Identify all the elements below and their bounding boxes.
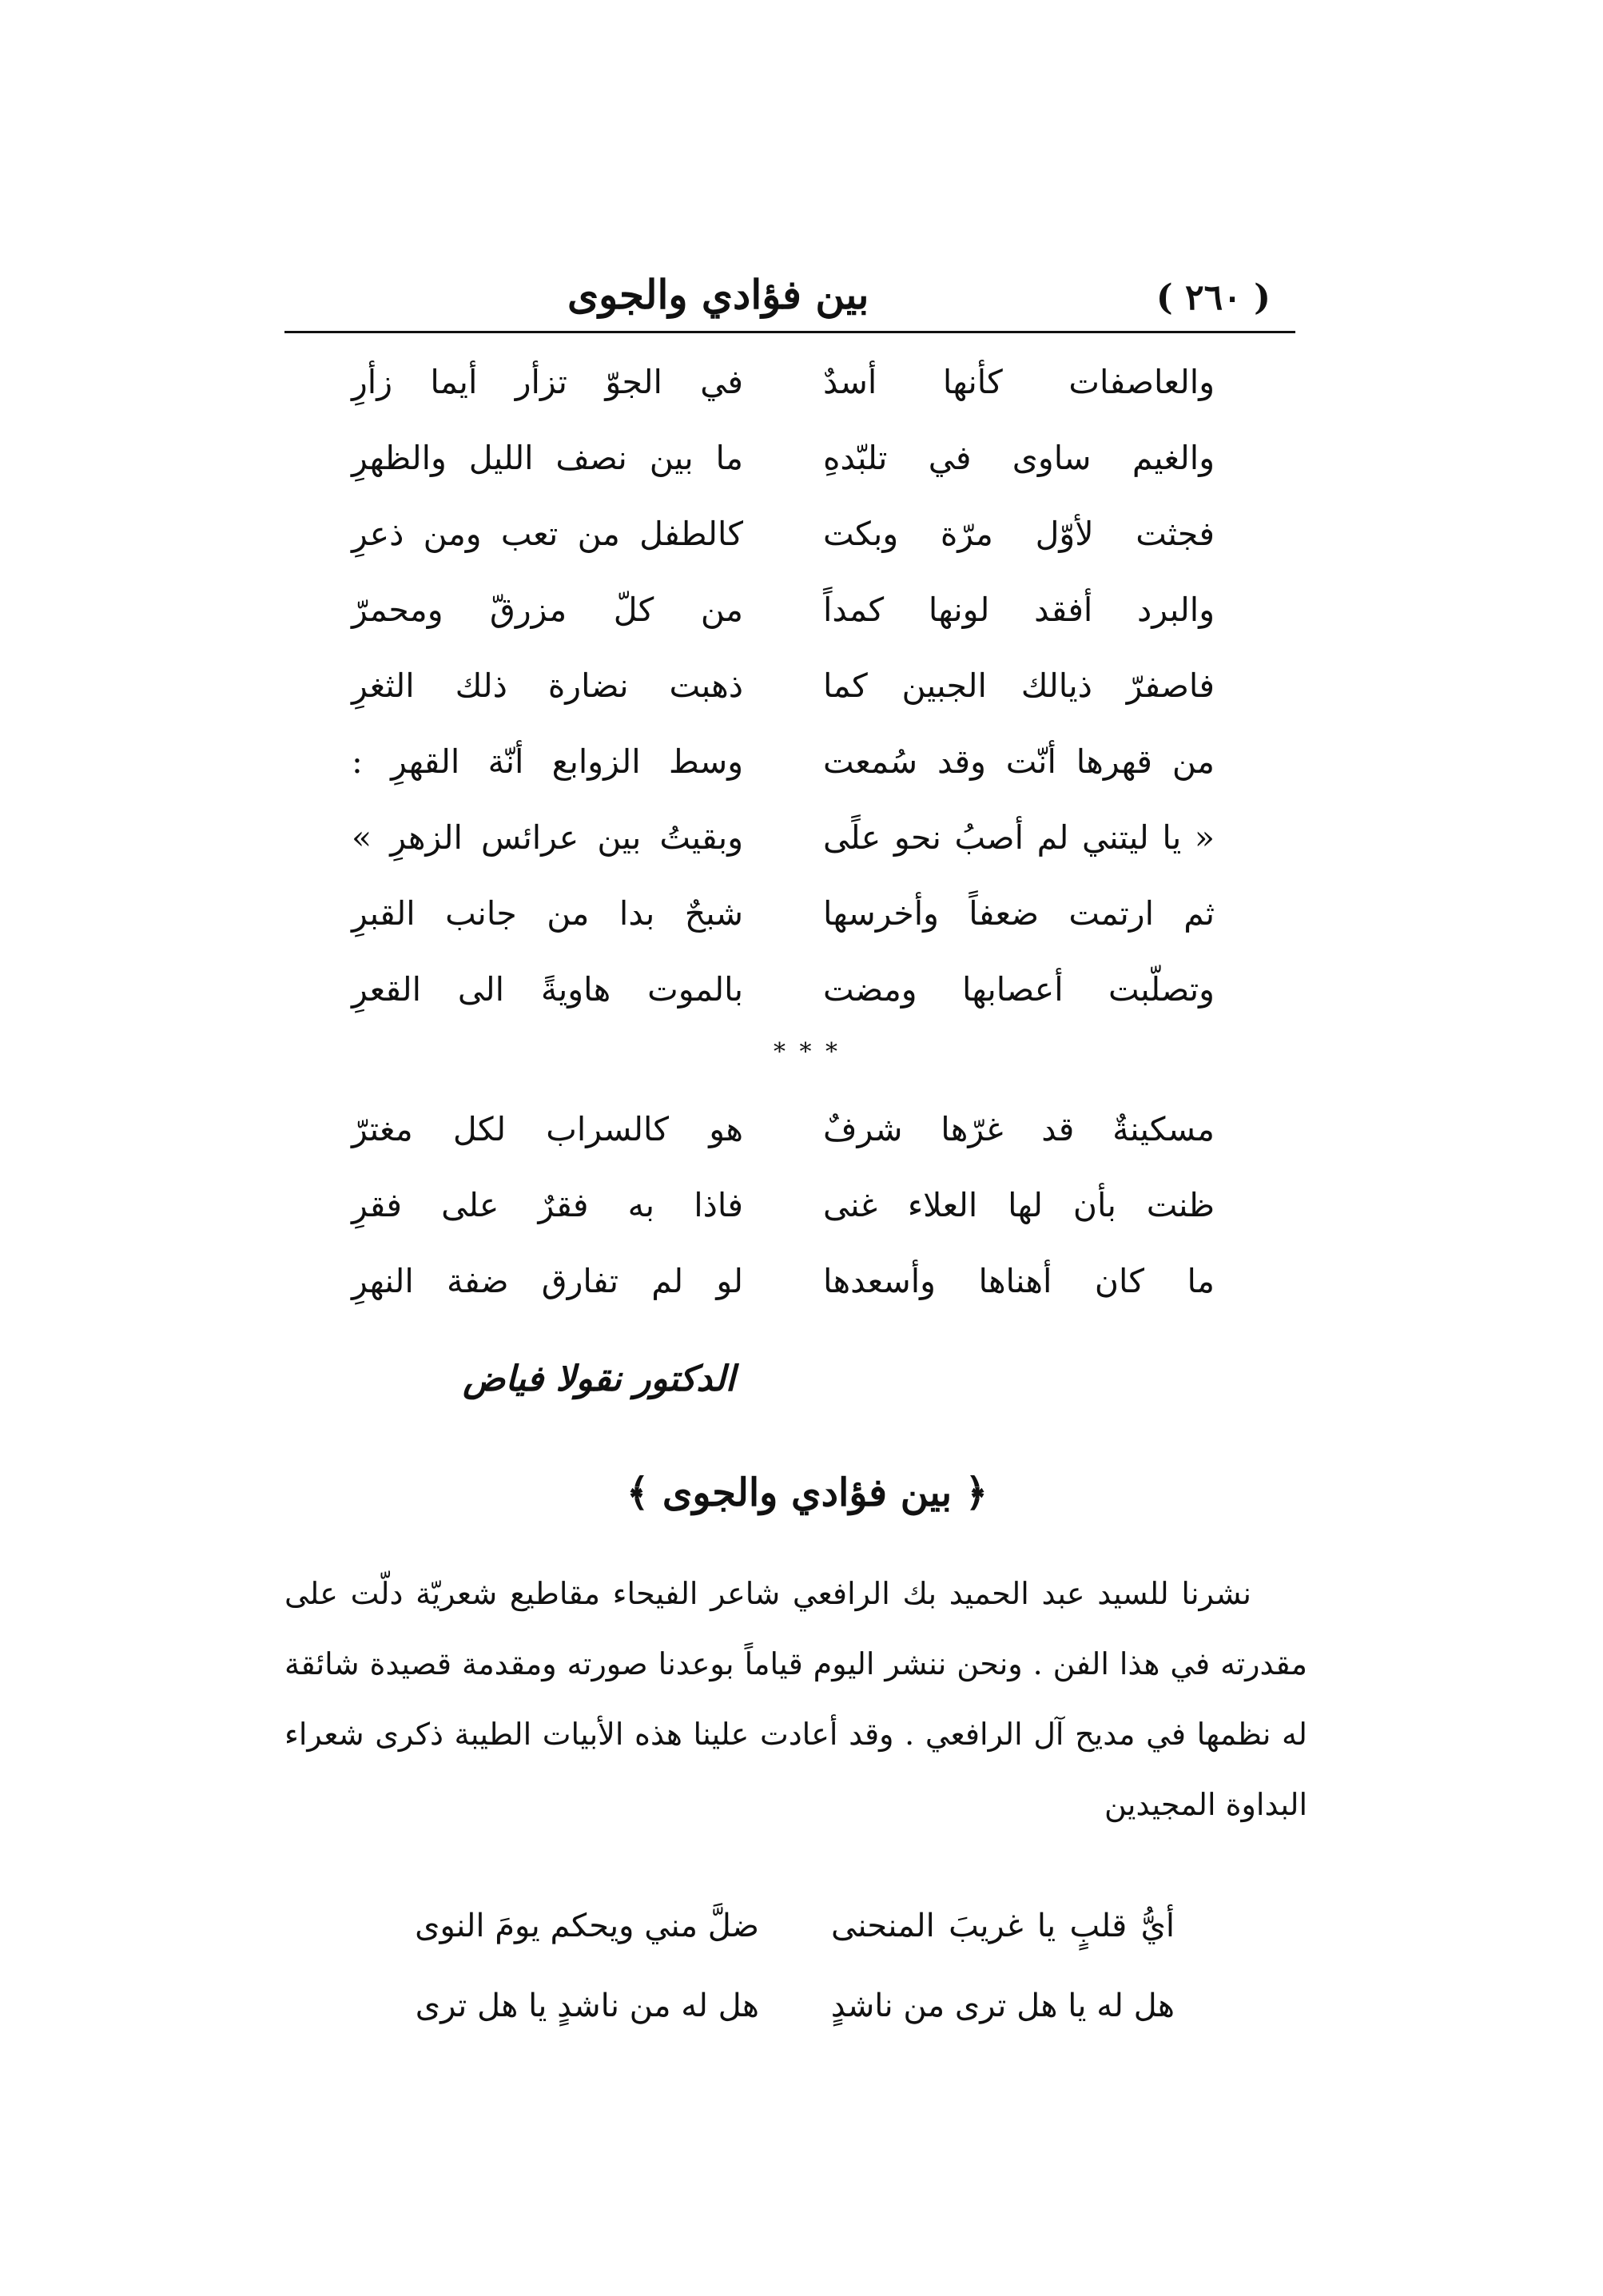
verse-second-hemistich: من كلّ مزرقّ ومحمرّ: [352, 590, 743, 629]
verse-first-hemistich: مسكينةٌ قد غرّها شرفٌ: [823, 1109, 1215, 1148]
verse-line: [352, 723, 1215, 799]
page-number: ( ٢٦٠ ): [1156, 277, 1271, 318]
verse-first-hemistich: والعاصفات كأنها أسدٌ: [823, 362, 1215, 401]
verse-first-hemistich: أيُّ قلبٍ يا غريبَ المنحنى: [831, 1908, 1175, 1944]
verse-first-hemistich: وتصلّبت أعصابها ومضت: [823, 969, 1215, 1009]
section-ornament: * * *: [773, 1038, 841, 1066]
verse-second-hemistich: ما بين نصف الليل والظهرِ: [352, 438, 743, 477]
verse-second-hemistich: هل له من ناشدٍ يا هل ترى: [415, 1988, 759, 2024]
closing-verses: [416, 1886, 1175, 2046]
verse-first-hemistich: والغيم ساوى في تلبّدهِ: [823, 438, 1215, 477]
verse-second-hemistich: في الجوّ تزأر أيما زأرِ: [352, 362, 743, 401]
verse-first-hemistich: فجثت لأوّل مرّة وبكت: [823, 514, 1215, 553]
verse-line: [416, 1966, 1175, 2046]
verse-second-hemistich: ضلَّ مني ويحكم يومَ النوى: [415, 1908, 759, 1944]
verse-line: [352, 647, 1215, 723]
author-signature: الدكتور نقولا فياض: [463, 1359, 735, 1399]
verse-second-hemistich: وسط الزوابع أنّة القهرِ :: [352, 742, 743, 781]
verse-line: [352, 1091, 1215, 1167]
verse-second-hemistich: شبحٌ بدا من جانب القبرِ: [352, 893, 743, 933]
verse-first-hemistich: ما كان أهناها وأسعدها: [823, 1261, 1215, 1300]
verse-line: [416, 1886, 1175, 1966]
verse-first-hemistich: هل له يا هل ترى من ناشدٍ: [830, 1988, 1175, 2024]
verse-line: [352, 571, 1215, 647]
verse-second-hemistich: لو لم تفارق ضفة النهرِ: [352, 1261, 743, 1300]
verse-line: [352, 1243, 1215, 1319]
verse-second-hemistich: بالموت هاويةً الى القعرِ: [352, 969, 743, 1009]
verse-second-hemistich: كالطفل من تعب ومن ذعرِ: [352, 514, 743, 553]
verse-second-hemistich: وبقيتُ بين عرائس الزهرِ »: [352, 818, 743, 857]
verse-first-hemistich: ظنت بأن لها العلاء غنى: [823, 1185, 1215, 1224]
section-title: ﴿ بين فؤادي والجوى ﴾: [626, 1470, 988, 1515]
verse-second-hemistich: ذهبت نضارة ذلك الثغرِ: [352, 666, 743, 705]
running-title: بين فؤادي والجوى: [567, 271, 869, 318]
verse-first-hemistich: والبرد أفقد لونها كمداً: [823, 590, 1215, 629]
verse-first-hemistich: ثم ارتمت ضعفاً وأخرسها: [823, 893, 1215, 933]
verse-line: [352, 799, 1215, 875]
poem-stanza-1: [352, 344, 1215, 1027]
verse-line: [352, 875, 1215, 951]
poem-stanza-2: [352, 1091, 1215, 1319]
paragraph-text: نشرنا للسيد عبد الحميد بك الرافعي شاعر الفيحاء مقاطيع شعريّة دلّت على مقدرته في هذا الفن . ونحن ننشر اليوم قياماً بوعدنا صورته ومقدمة قصيدة شائقة له نظمها في مديح آل الرافعي . وقد أعادت علينا هذه الأبيات الطيبة ذكرى شعراء البداوة المجيدين: [284, 1576, 1307, 1822]
verse-second-hemistich: هو كالسراب لكل مغترّ: [352, 1109, 743, 1148]
verse-first-hemistich: « يا ليتني لم أصبُ نحو علًى: [823, 818, 1215, 857]
verse-first-hemistich: من قهرها أنّت وقد سُمعت: [823, 742, 1215, 781]
verse-line: [352, 1167, 1215, 1243]
verse-first-hemistich: فاصفرّ ذيالك الجبين كما: [823, 666, 1215, 705]
verse-line: [352, 951, 1215, 1027]
verse-line: [352, 344, 1215, 420]
header-rule: [284, 331, 1295, 333]
verse-line: [352, 420, 1215, 495]
verse-line: [352, 495, 1215, 571]
section-paragraph: [284, 1558, 1307, 1840]
page-header: [280, 254, 1295, 318]
verse-second-hemistich: فاذا به فقرٌ على فقرِ: [352, 1185, 743, 1224]
